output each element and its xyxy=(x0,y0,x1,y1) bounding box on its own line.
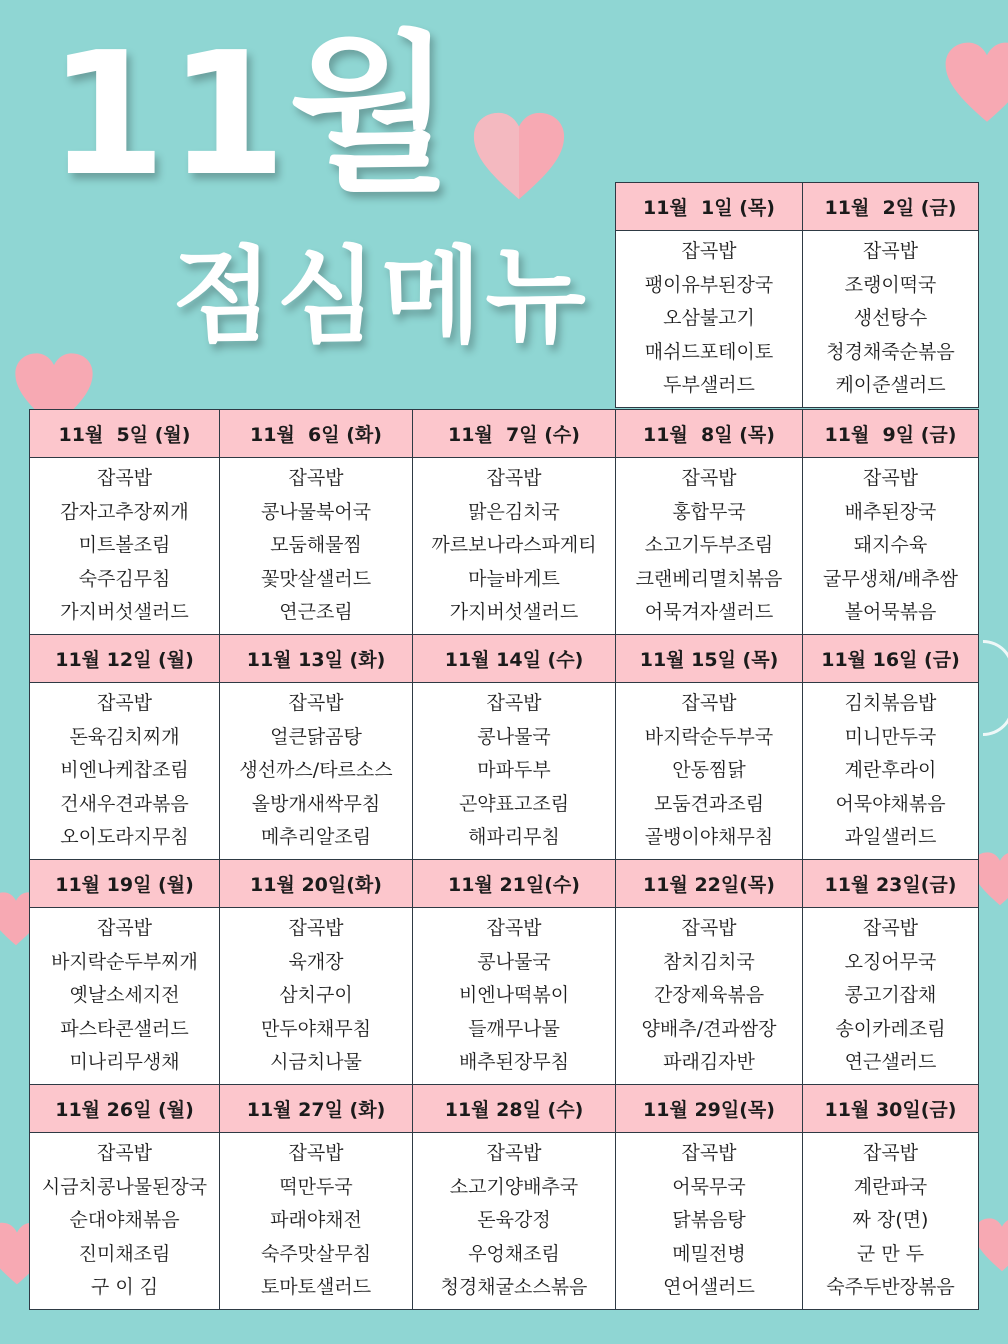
menu-item: 콩나물국 xyxy=(477,725,551,748)
day-menu xyxy=(220,458,413,635)
date-header-row xyxy=(30,410,979,458)
menu-item: 두부샐러드 xyxy=(663,374,755,397)
day-menu xyxy=(30,458,220,635)
day-menu xyxy=(413,908,616,1085)
menu-item: 까르보나라스파게티 xyxy=(431,534,597,557)
menu-table-week-0 xyxy=(615,182,979,408)
menu-item: 계란후라이 xyxy=(844,759,937,782)
day-header: 11월 15일 (목) xyxy=(616,635,803,683)
day-menu xyxy=(616,231,803,408)
menu-item: 모둠해물찜 xyxy=(270,534,362,557)
menu-item: 배추된장국 xyxy=(844,500,937,523)
day-header: 11월 6일 (화) xyxy=(220,410,413,458)
menu-item: 바지락순두부찌개 xyxy=(51,950,198,973)
day-menu xyxy=(803,1133,979,1310)
day-header: 11월 8일 (목) xyxy=(616,410,803,458)
menu-item: 김치볶음밥 xyxy=(844,692,937,715)
day-header: 11월 5일 (월) xyxy=(30,410,220,458)
ribbon-decoration xyxy=(983,640,1008,736)
day-menu xyxy=(616,458,803,635)
day-header: 11월 21일(수) xyxy=(413,860,616,908)
day-menu xyxy=(616,908,803,1085)
menu-item: 어묵야채볶음 xyxy=(835,792,946,815)
day-header: 11월 14일 (수) xyxy=(413,635,616,683)
menu-item: 오삼불고기 xyxy=(663,307,755,330)
date-header-row xyxy=(616,183,979,231)
menu-item: 시금치나물 xyxy=(270,1051,362,1074)
menu-row xyxy=(616,231,979,408)
menu-item: 잡곡밥 xyxy=(862,240,919,263)
day-header: 11월 26일 (월) xyxy=(30,1085,220,1133)
menu-item: 파래김자반 xyxy=(663,1051,755,1074)
menu-item: 어묵무국 xyxy=(672,1175,746,1198)
day-menu xyxy=(803,683,979,860)
menu-item: 청경채죽순볶음 xyxy=(826,340,955,363)
day-menu xyxy=(803,458,979,635)
menu-item: 잡곡밥 xyxy=(96,1142,153,1165)
day-header: 11월 1일 (목) xyxy=(616,183,803,231)
day-menu xyxy=(413,1133,616,1310)
menu-item: 삼치구이 xyxy=(279,984,353,1007)
menu-item: 계란파국 xyxy=(853,1175,928,1198)
menu-item: 숙주김무침 xyxy=(78,567,171,590)
day-menu xyxy=(616,683,803,860)
menu-item: 시금치콩나물된장국 xyxy=(41,1175,208,1198)
menu-item: 팽이유부된장국 xyxy=(644,273,774,296)
menu-item: 잡곡밥 xyxy=(862,1142,919,1165)
menu-item: 파스타콘샐러드 xyxy=(60,1017,189,1040)
menu-item: 잡곡밥 xyxy=(862,467,919,490)
day-menu xyxy=(413,683,616,860)
menu-item: 콩고기잡채 xyxy=(844,984,937,1007)
menu-item: 케이준샐러드 xyxy=(835,374,946,397)
day-menu xyxy=(30,683,220,860)
menu-item: 콩나물국 xyxy=(477,950,551,973)
menu-item: 맑은김치국 xyxy=(468,500,560,523)
day-header: 11월 27일 (화) xyxy=(220,1085,413,1133)
menu-item: 미나리무생채 xyxy=(69,1051,180,1074)
menu-item: 해파리무침 xyxy=(468,826,560,849)
day-header: 11월 9일 (금) xyxy=(803,410,979,458)
menu-table-weeks xyxy=(29,409,979,1310)
menu-item: 안동찜닭 xyxy=(672,759,746,782)
menu-row xyxy=(30,908,979,1085)
menu-item: 육개장 xyxy=(288,950,344,973)
menu-item: 과일샐러드 xyxy=(844,826,937,849)
menu-item: 옛날소세지전 xyxy=(69,984,180,1007)
heart-icon xyxy=(470,108,568,208)
menu-item: 곤약표고조림 xyxy=(458,792,570,815)
menu-item: 잡곡밥 xyxy=(862,917,919,940)
menu-item: 바지락순두부국 xyxy=(644,725,774,748)
page-title: 11월 xyxy=(48,16,455,214)
menu-item: 잡곡밥 xyxy=(486,467,542,490)
menu-item: 잡곡밥 xyxy=(288,692,344,715)
day-header: 11월 29일(목) xyxy=(616,1085,803,1133)
day-menu xyxy=(30,1133,220,1310)
menu-item: 진미채조림 xyxy=(78,1242,171,1265)
menu-row xyxy=(30,683,979,860)
menu-item: 우엉채조림 xyxy=(468,1242,560,1265)
menu-item: 소고기두부조림 xyxy=(644,534,774,557)
day-header: 11월 19일 (월) xyxy=(30,860,220,908)
menu-item: 얼큰닭곰탕 xyxy=(270,725,362,748)
menu-row xyxy=(30,458,979,635)
menu-item: 양배추/견과쌈장 xyxy=(641,1017,777,1040)
menu-item: 생선까스/타르소스 xyxy=(239,759,393,782)
menu-item: 잡곡밥 xyxy=(96,467,153,490)
menu-item: 오징어무국 xyxy=(844,950,937,973)
menu-row xyxy=(30,1133,979,1310)
page-subtitle: 점심메뉴 xyxy=(172,235,590,357)
menu-item: 가지버섯샐러드 xyxy=(449,601,579,624)
menu-item: 돈육김치찌개 xyxy=(69,725,180,748)
menu-item: 메추리알조림 xyxy=(260,826,372,849)
day-header: 11월 20일(화) xyxy=(220,860,413,908)
menu-item: 오이도라지무침 xyxy=(60,826,189,849)
menu-item: 올방개새싹무침 xyxy=(251,792,381,815)
menu-item: 매쉬드포테이토 xyxy=(644,340,774,363)
menu-item: 들깨무나물 xyxy=(468,1017,560,1040)
day-menu xyxy=(616,1133,803,1310)
menu-item: 닭볶음탕 xyxy=(672,1209,746,1232)
menu-item: 비엔나케찹조림 xyxy=(60,759,189,782)
menu-item: 숙주맛살무침 xyxy=(260,1242,372,1265)
menu-item: 볼어묵볶음 xyxy=(844,601,937,624)
menu-item: 군 만 두 xyxy=(856,1242,925,1265)
menu-item: 참치김치국 xyxy=(663,950,755,973)
menu-item: 구 이 김 xyxy=(90,1276,159,1299)
menu-item: 잡곡밥 xyxy=(681,467,737,490)
day-header: 11월 16일 (금) xyxy=(803,635,979,683)
menu-item: 배추된장무침 xyxy=(458,1051,570,1074)
date-header-row xyxy=(30,860,979,908)
menu-item: 소고기양배추국 xyxy=(449,1175,579,1198)
menu-item: 연근샐러드 xyxy=(844,1051,937,1074)
menu-item: 골뱅이야채무침 xyxy=(644,826,774,849)
day-header: 11월 30일(금) xyxy=(803,1085,979,1133)
menu-item: 돈육강정 xyxy=(477,1209,551,1232)
menu-item: 숙주두반장볶음 xyxy=(826,1276,955,1299)
day-header: 11월 13일 (화) xyxy=(220,635,413,683)
day-menu xyxy=(30,908,220,1085)
menu-item: 비엔나떡볶이 xyxy=(458,984,570,1007)
menu-item: 송이카레조림 xyxy=(835,1017,946,1040)
menu-item: 가지버섯샐러드 xyxy=(60,601,189,624)
menu-item: 돼지수육 xyxy=(853,534,928,557)
menu-item: 떡만두국 xyxy=(279,1175,353,1198)
menu-item: 연근조림 xyxy=(279,601,353,624)
menu-item: 잡곡밥 xyxy=(288,1142,344,1165)
menu-item: 잡곡밥 xyxy=(288,467,344,490)
date-header-row xyxy=(30,1085,979,1133)
menu-item: 홍합무국 xyxy=(672,500,746,523)
menu-item: 잡곡밥 xyxy=(288,917,344,940)
menu-item: 꽃맛살샐러드 xyxy=(260,567,372,590)
menu-item: 간장제육볶음 xyxy=(653,984,765,1007)
menu-item: 짜 장(면) xyxy=(852,1209,929,1232)
menu-item: 잡곡밥 xyxy=(96,917,153,940)
menu-item: 파래야채전 xyxy=(270,1209,362,1232)
menu-item: 마파두부 xyxy=(477,759,551,782)
menu-item: 청경채굴소스볶음 xyxy=(440,1276,588,1299)
menu-item: 만두야채무침 xyxy=(260,1017,372,1040)
day-menu xyxy=(220,908,413,1085)
menu-item: 잡곡밥 xyxy=(486,917,542,940)
menu-item: 잡곡밥 xyxy=(96,692,153,715)
menu-item: 잡곡밥 xyxy=(486,692,542,715)
menu-item: 생선탕수 xyxy=(853,307,928,330)
menu-item: 모둠견과조림 xyxy=(653,792,765,815)
menu-item: 어묵겨자샐러드 xyxy=(644,601,774,624)
day-menu xyxy=(803,908,979,1085)
menu-item: 잡곡밥 xyxy=(681,240,737,263)
menu-item: 미트볼조림 xyxy=(78,534,171,557)
menu-item: 크랜베리멸치볶음 xyxy=(635,567,783,590)
menu-item: 굴무생채/배추쌈 xyxy=(823,567,958,590)
day-header: 11월 22일(목) xyxy=(616,860,803,908)
day-header: 11월 28일 (수) xyxy=(413,1085,616,1133)
menu-item: 연어샐러드 xyxy=(663,1276,755,1299)
menu-item: 콩나물북어국 xyxy=(260,500,372,523)
day-menu xyxy=(413,458,616,635)
menu-item: 감자고추장찌개 xyxy=(60,500,189,523)
menu-item: 마늘바게트 xyxy=(468,567,560,590)
menu-item: 잡곡밥 xyxy=(681,1142,737,1165)
menu-item: 미니만두국 xyxy=(844,725,937,748)
menu-item: 잡곡밥 xyxy=(681,917,737,940)
menu-item: 잡곡밥 xyxy=(486,1142,542,1165)
menu-item: 잡곡밥 xyxy=(681,692,737,715)
day-menu xyxy=(803,231,979,408)
heart-icon xyxy=(942,34,1008,134)
menu-item: 순대야채볶음 xyxy=(69,1209,180,1232)
day-header: 11월 2일 (금) xyxy=(803,183,979,231)
day-menu xyxy=(220,683,413,860)
day-menu xyxy=(220,1133,413,1310)
menu-item: 건새우견과볶음 xyxy=(60,792,189,815)
menu-item: 토마토샐러드 xyxy=(260,1276,372,1299)
day-header: 11월 23일(금) xyxy=(803,860,979,908)
day-header: 11월 12일 (월) xyxy=(30,635,220,683)
date-header-row xyxy=(30,635,979,683)
day-header: 11월 7일 (수) xyxy=(413,410,616,458)
menu-item: 메밀전병 xyxy=(672,1242,746,1265)
menu-item: 조랭이떡국 xyxy=(844,273,937,296)
